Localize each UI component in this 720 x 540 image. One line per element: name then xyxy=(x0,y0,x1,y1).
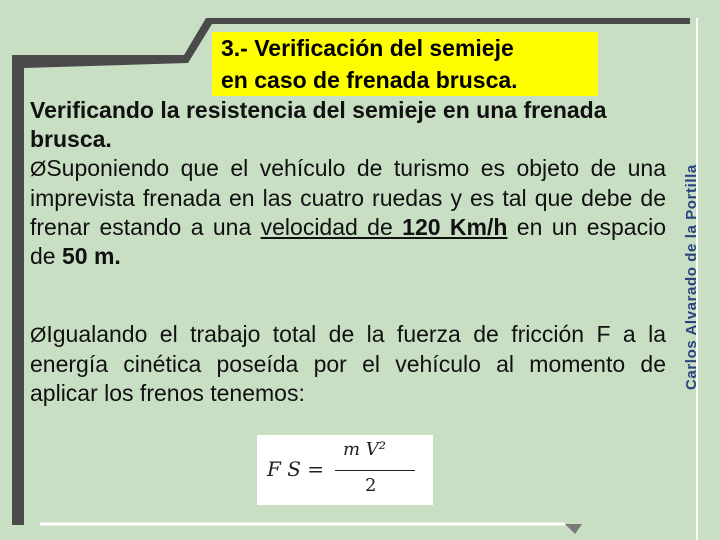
bullet-arrow-icon: Ø xyxy=(30,158,47,181)
formula-image xyxy=(257,435,433,505)
title-line-1: 3.- Verificación del semieje xyxy=(221,35,514,61)
speed-value: 120 Km/h xyxy=(402,214,508,240)
formula-denominator: 2 xyxy=(365,475,377,496)
paragraph1-text-a: Suponiendo que el vehículo de turismo es objeto de una imprevista frenada en las cuatro ruedas y es tal que debe de frenar estando a una xyxy=(30,155,666,240)
formula-lhs: F S = xyxy=(267,457,325,481)
formula-fraction-bar xyxy=(335,470,415,471)
title-line-2: en caso de frenada brusca. xyxy=(221,67,518,93)
section-heading: Verificando la resistencia del semieje en una frenada brusca. xyxy=(30,97,607,152)
paragraph1-text-b: en un espacio de xyxy=(30,214,667,269)
content-area xyxy=(30,96,666,408)
formula-numerator: m V² xyxy=(343,439,387,460)
paragraph-energy-balance xyxy=(30,320,666,408)
paragraph-braking-condition xyxy=(30,154,666,271)
bullet-arrow-icon: Ø xyxy=(30,324,47,347)
distance-value: 50 m. xyxy=(61,243,121,269)
author-credit: Carlos Alvarado de la Portilla xyxy=(683,164,700,390)
paragraph2-text: Igualando el trabajo total de la fuerza de fricción F a la energía cinética poseída por el vehículo al momento de aplicar los frenos tenemos: xyxy=(30,321,666,406)
paragraph1-underlined: velocidad de xyxy=(260,214,403,240)
title-box xyxy=(212,32,598,96)
